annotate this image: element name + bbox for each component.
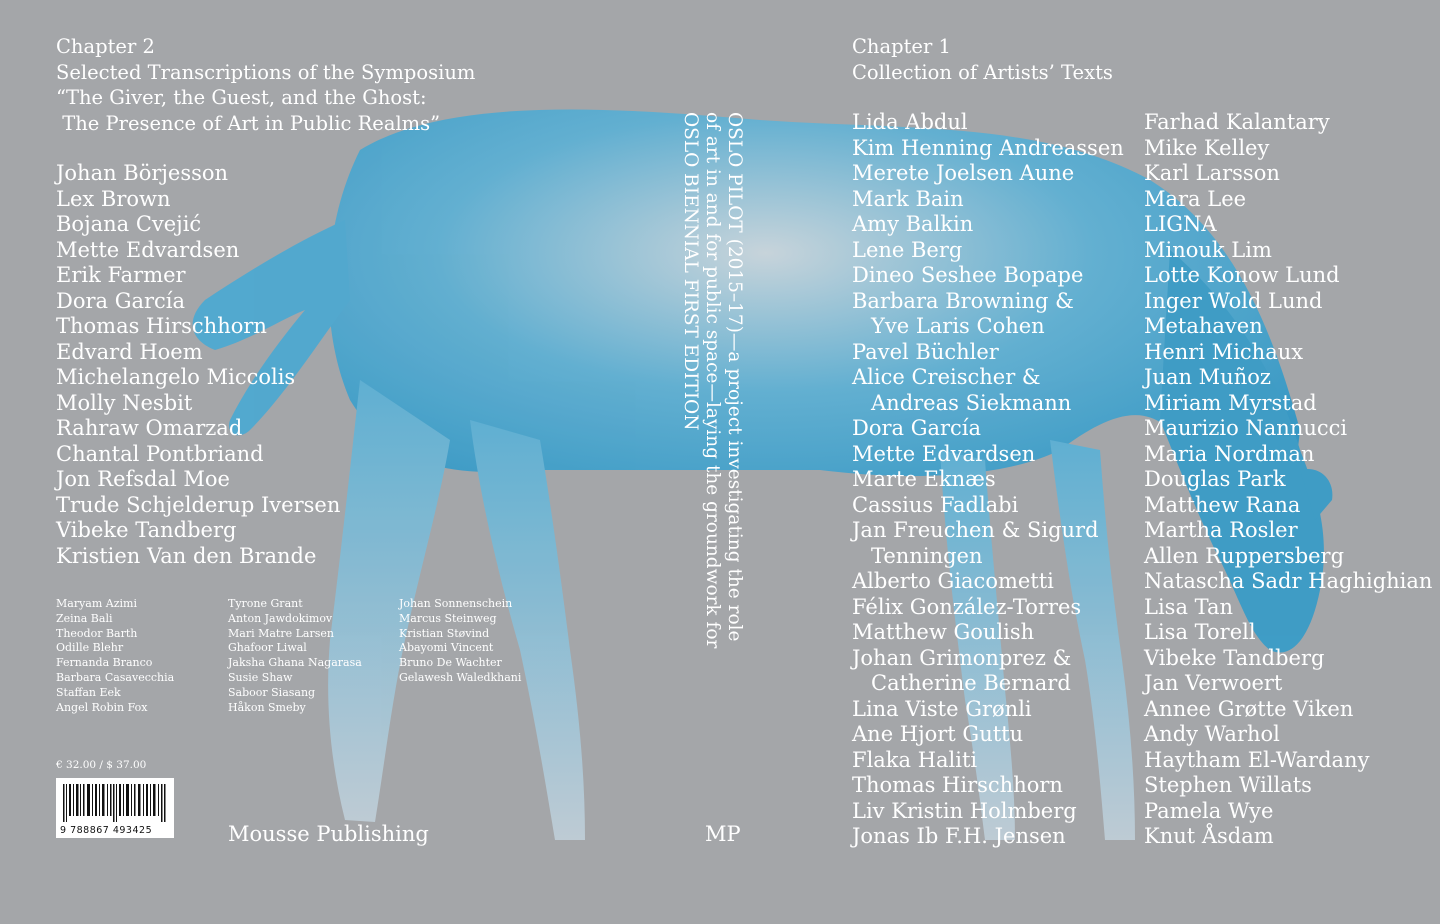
contributor-name: Susie Shaw [228, 670, 293, 684]
artist-name: Félix González-Torres [852, 594, 1082, 619]
speaker-name: Edvard Hoem [56, 339, 203, 364]
contributors-column-2 [228, 597, 362, 715]
back-chapter-header [56, 34, 475, 136]
contributor-name: Gelawesh Waledkhani [399, 670, 522, 684]
isbn-barcode [56, 778, 174, 838]
back-chapter-title-line: “The Giver, the Guest, and the Ghost: [56, 86, 427, 109]
artist-name: Miriam Myrstad [1144, 390, 1317, 415]
artist-name: Pamela Wye [1144, 798, 1274, 823]
artist-name: Farhad Kalantary [1144, 110, 1330, 134]
artist-name: Lisa Tan [1144, 594, 1234, 619]
artist-name: Kim Henning Andreassen [852, 135, 1124, 160]
contributor-name: Odille Blehr [56, 641, 124, 655]
artist-list-column-2 [1144, 110, 1432, 850]
artist-name: Barbara Browning & [852, 288, 1074, 313]
speaker-name: Trude Schjelderup Iversen [56, 492, 341, 517]
artist-name: Jan Freuchen & Sigurd [852, 518, 1099, 542]
speaker-name: Bojana Cvejić [56, 212, 202, 236]
front-chapter-title: Collection of Artists’ Texts [852, 60, 1113, 84]
speaker-name: Thomas Hirschhorn [56, 314, 267, 338]
speaker-name: Molly Nesbit [56, 390, 193, 415]
artist-name: Lene Berg [852, 237, 963, 262]
publisher-name: Mousse Publishing [228, 822, 429, 846]
artist-name-continued: Yve Laris Cohen [871, 314, 1045, 338]
artist-name: Andy Warhol [1144, 722, 1280, 746]
artist-name: Alice Creischer & [852, 365, 1041, 389]
price-label: € 32.00 / $ 37.00 [56, 759, 147, 771]
artist-name: Mette Edvardsen [852, 441, 1036, 466]
spine-line: of art in and for public space—laying the groundwork for [702, 112, 723, 649]
artist-name: LIGNA [1144, 212, 1217, 236]
artist-name: Allen Ruppersberg [1144, 543, 1345, 568]
isbn-number: 9 788867 493425 [60, 825, 153, 836]
artist-name: Flaka Haliti [852, 747, 978, 772]
contributor-name: Barbara Casavecchia [56, 670, 175, 684]
speaker-name: Vibeke Tandberg [56, 518, 237, 542]
artist-name: Lotte Konow Lund [1144, 263, 1340, 287]
back-chapter-title-line: The Presence of Art in Public Realms” [56, 111, 441, 135]
spine-text [655, 112, 745, 649]
artist-name: Thomas Hirschhorn [852, 773, 1063, 797]
artist-name: Natascha Sadr Haghighian [1144, 569, 1433, 593]
artist-name-continued: Tenningen [871, 543, 983, 568]
artist-name: Johan Grimonprez & [852, 645, 1072, 670]
artist-name: Liv Kristin Holmberg [852, 798, 1077, 823]
contributor-name: Marcus Steinweg [399, 611, 497, 625]
artist-name: Douglas Park [1144, 467, 1286, 491]
artist-name: Maria Nordman [1144, 441, 1315, 466]
contributor-name: Ghafoor Liwal [228, 641, 307, 655]
artist-name: Inger Wold Lund [1144, 288, 1323, 313]
contributor-name: Kristian Støvind [399, 626, 490, 640]
artist-name: Karl Larsson [1144, 161, 1280, 185]
artist-name: Annee Grøtte Viken [1144, 696, 1354, 721]
artist-name: Lida Abdul [852, 110, 968, 134]
artist-name: Mark Bain [852, 186, 964, 211]
contributor-name: Tyrone Grant [228, 597, 303, 610]
speaker-name: Michelangelo Miccolis [56, 365, 296, 389]
contributors-column-1 [56, 597, 174, 715]
artist-name: Knut Åsdam [1144, 824, 1274, 848]
speaker-name: Lex Brown [56, 186, 171, 211]
contributor-name: Abayomi Vincent [399, 641, 494, 655]
speaker-name: Mette Edvardsen [56, 237, 240, 262]
contributor-name: Saboor Siasang [228, 685, 316, 699]
artist-name: Matthew Rana [1144, 492, 1301, 517]
artist-name: Mike Kelley [1144, 135, 1270, 160]
contributor-name: Bruno De Wachter [399, 656, 502, 670]
barcode-bars-icon [63, 784, 167, 822]
artist-name: Vibeke Tandberg [1144, 645, 1325, 670]
spine-line: OSLO BIENNIAL FIRST EDITION [680, 112, 701, 431]
artist-name: Lisa Torell [1144, 620, 1256, 644]
artist-name: Martha Rosler [1144, 518, 1298, 542]
speaker-name: Chantal Pontbriand [56, 441, 264, 466]
speaker-name: Johan Börjesson [56, 161, 229, 185]
contributor-name: Maryam Azimi [56, 597, 137, 610]
artist-name: Alberto Giacometti [852, 569, 1054, 593]
artist-name: Marte Eknæs [852, 467, 996, 491]
speaker-name: Erik Farmer [56, 263, 186, 287]
artist-name: Mara Lee [1144, 186, 1247, 211]
contributors-column-3 [399, 597, 521, 686]
contributor-name: Theodor Barth [56, 626, 138, 640]
artist-name: Jan Verwoert [1144, 671, 1283, 695]
front-chapter-header [852, 34, 1113, 85]
contributor-name: Angel Robin Fox [56, 700, 148, 714]
artist-name: Jonas Ib F.H. Jensen [852, 824, 1066, 848]
artist-name: Ane Hjort Guttu [852, 722, 1024, 746]
artist-name: Dineo Seshee Bopape [852, 263, 1084, 287]
artist-name: Matthew Goulish [852, 620, 1035, 644]
speaker-name: Kristien Van den Brande [56, 543, 317, 568]
contributor-name: Fernanda Branco [56, 656, 153, 670]
artist-name: Amy Balkin [852, 212, 974, 236]
contributor-name: Mari Matre Larsen [228, 626, 334, 640]
speaker-list [56, 161, 340, 569]
front-chapter-label: Chapter 1 [852, 35, 951, 58]
speaker-name: Rahraw Omarzad [56, 416, 243, 440]
artist-name: Metahaven [1144, 314, 1263, 338]
contributor-name: Johan Sonnenschein [399, 597, 513, 610]
artist-name: Henri Michaux [1144, 339, 1304, 364]
spine-line: OSLO PILOT (2015–17)—a project investigating the role [724, 112, 745, 642]
artist-name-continued: Andreas Siekmann [871, 390, 1072, 415]
spine-logo: MP [705, 822, 741, 846]
artist-name: Stephen Willats [1144, 773, 1312, 797]
artist-name: Cassius Fadlabi [852, 492, 1019, 517]
back-chapter-label: Chapter 2 [56, 35, 155, 58]
contributor-name: Jaksha Ghana Nagarasa [228, 656, 362, 670]
contributor-name: Zeina Bali [56, 611, 113, 625]
artist-name: Minouk Lim [1144, 237, 1272, 262]
contributor-name: Håkon Smeby [228, 700, 306, 714]
speaker-name: Dora García [56, 288, 186, 313]
speaker-name: Jon Refsdal Moe [56, 467, 230, 491]
artist-name: Maurizio Nannucci [1144, 416, 1348, 440]
contributor-name: Anton Jawdokimov [228, 611, 333, 625]
artist-name: Juan Muñoz [1144, 365, 1271, 389]
artist-name: Lina Viste Grønli [852, 696, 1032, 721]
artist-name: Dora García [852, 416, 982, 440]
contributor-name: Staffan Eek [56, 685, 121, 699]
artist-name: Pavel Büchler [852, 339, 999, 364]
artist-name-continued: Catherine Bernard [871, 671, 1071, 695]
back-chapter-title-line: Selected Transcriptions of the Symposium [56, 60, 476, 84]
artist-name: Haytham El-Wardany [1144, 747, 1370, 772]
artist-name: Merete Joelsen Aune [852, 161, 1075, 185]
artist-list-column-1 [852, 110, 1124, 850]
